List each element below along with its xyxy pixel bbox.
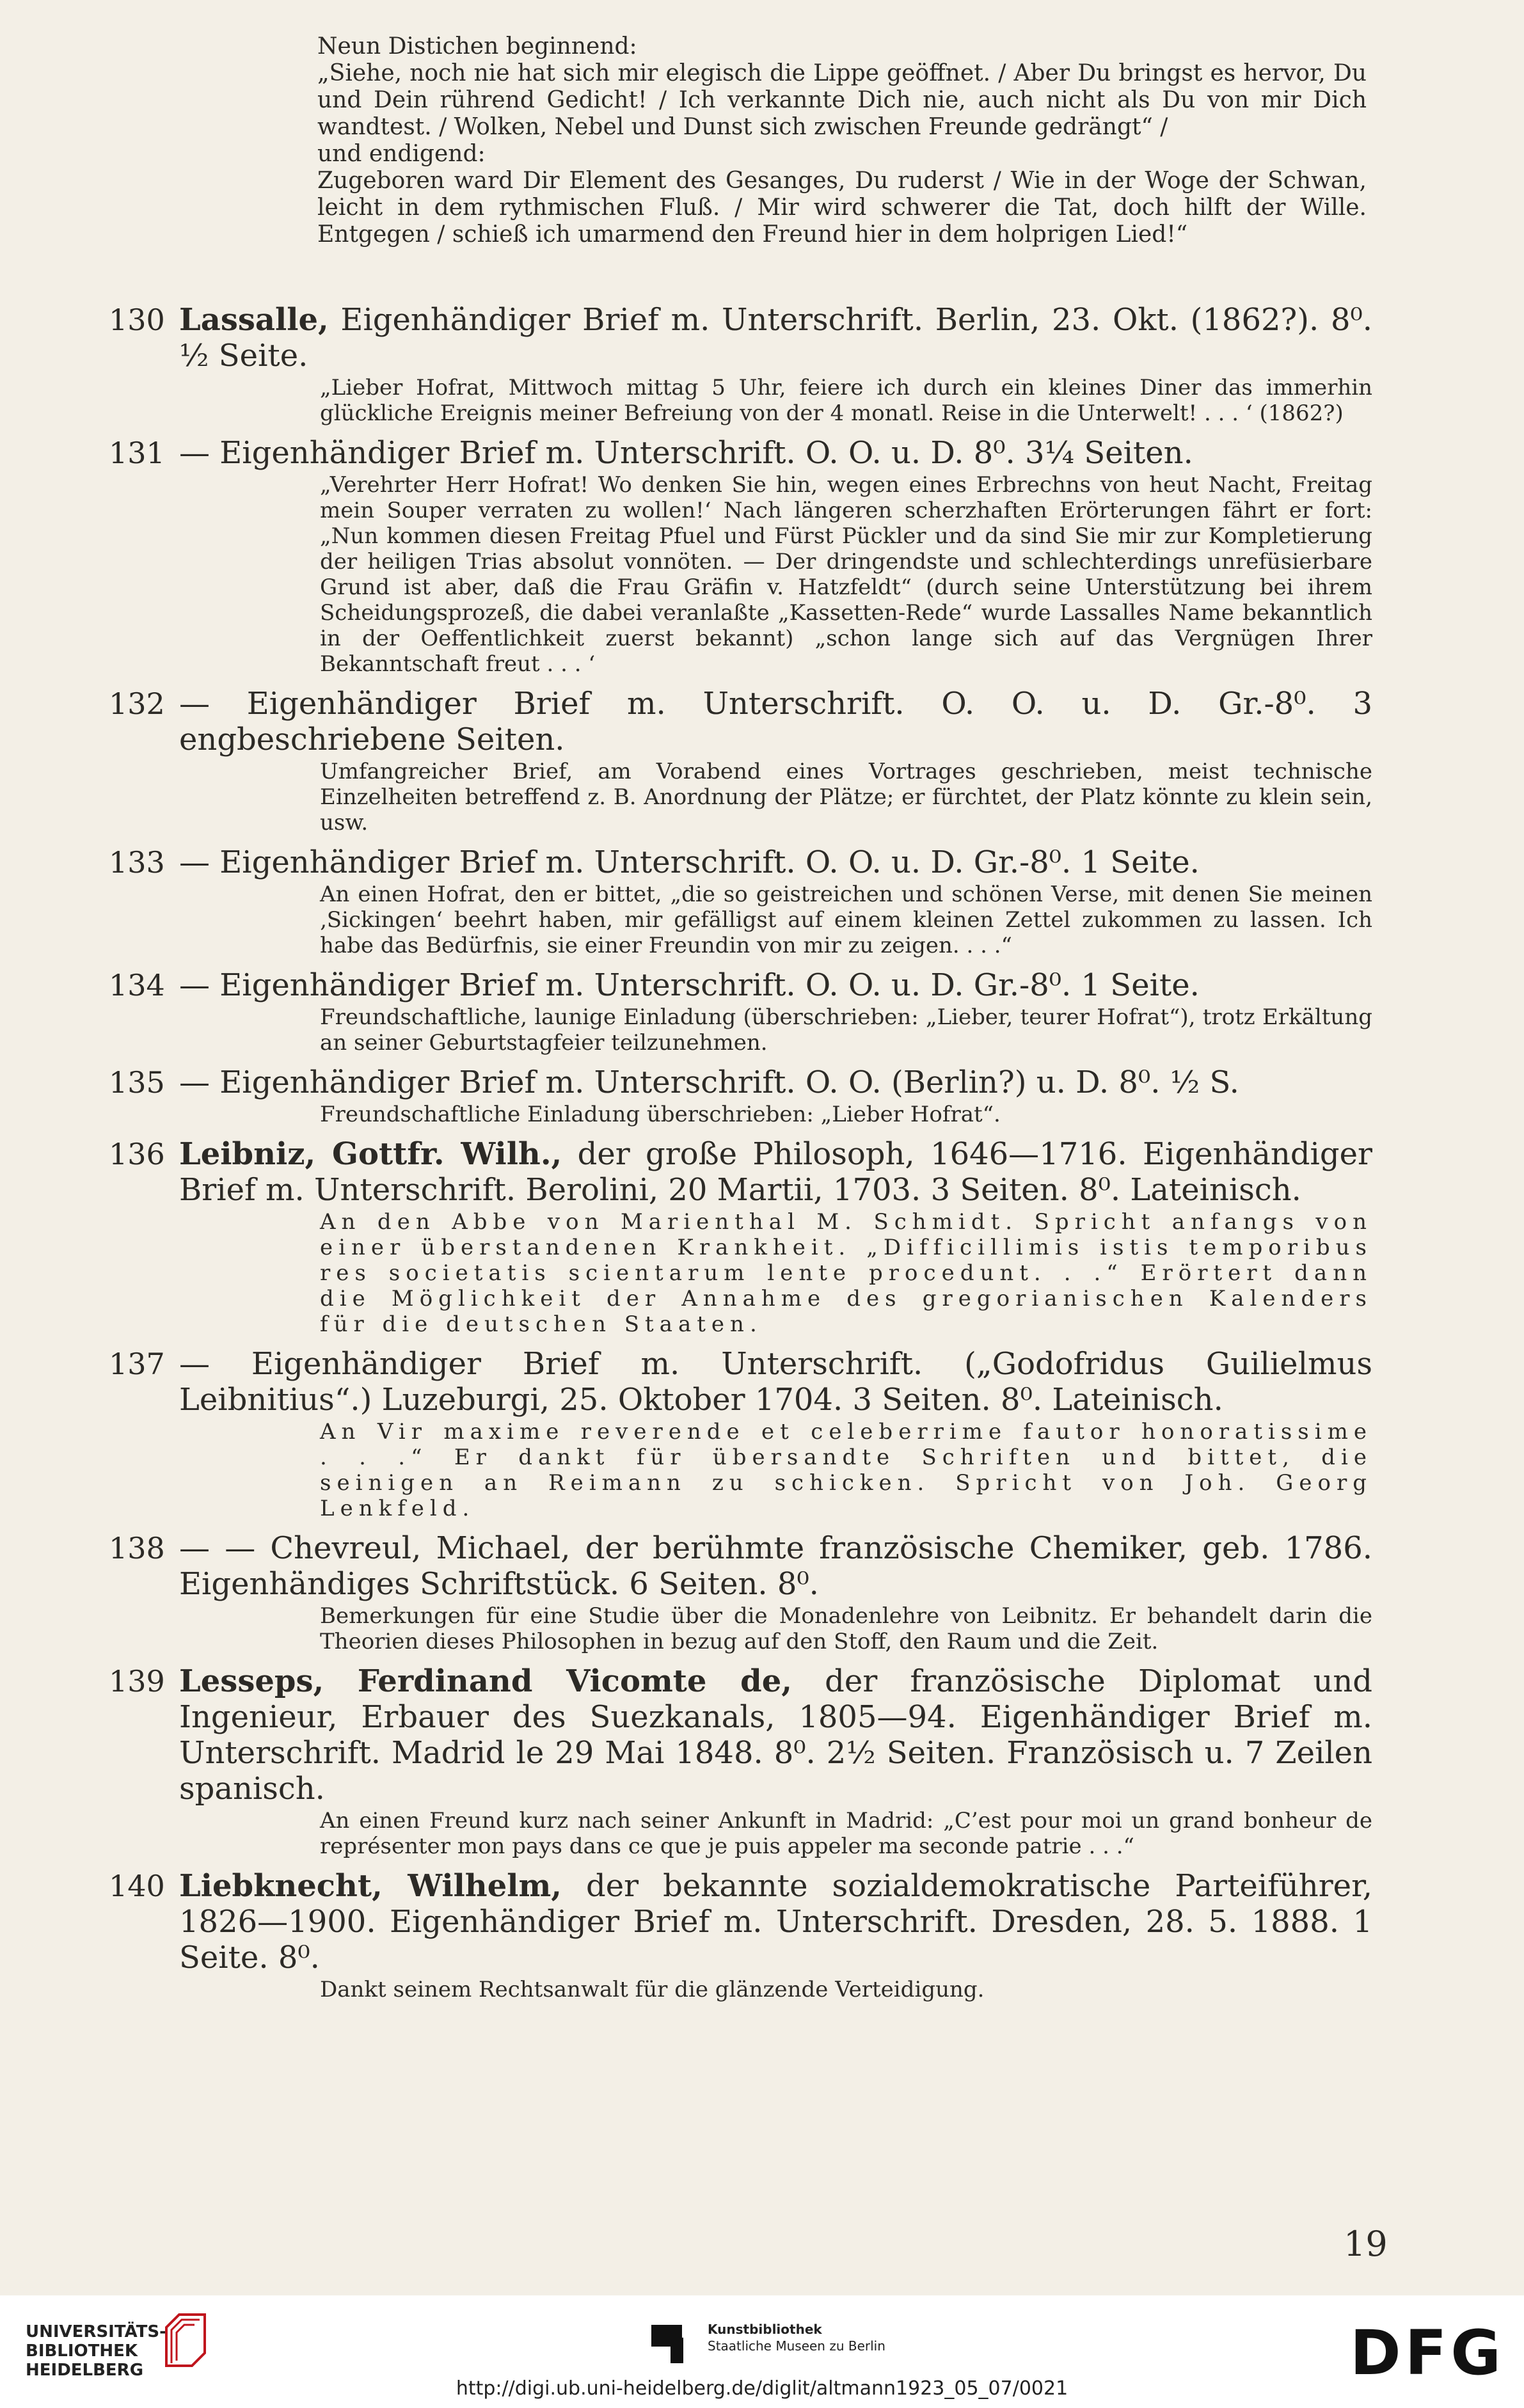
entry-title: — Eigenhändiger Brief m. Unterschrift. O. O. (Berlin?) u. D. 8⁰. ½ S. [179, 1065, 1239, 1100]
entry-title: — Eigenhändiger Brief m. Unterschrift. O. O. u. D. 8⁰. 3¼ Seiten. [179, 435, 1193, 471]
entry-number: 135 [109, 1065, 165, 1100]
entry-description: „Lieber Hofrat, Mittwoch mittag 5 Uhr, feiere ich durch ein kleines Diner das immerhin glückliche Ereignis meiner Befreiung von der 4 monatl. Reise in die Unterwelt! . . . ‘ (1862?) [320, 375, 1372, 426]
university-logo-icon [160, 2308, 211, 2370]
catalogue-entry [109, 686, 1372, 836]
source-url-link[interactable]: http://digi.ub.uni-heidelberg.de/diglit/altmann1923_05_07/0021 [456, 2377, 1068, 2400]
entry-title: — Eigenhändiger Brief m. Unterschrift. O. O. u. D. Gr.-8⁰. 1 Seite. [179, 844, 1200, 880]
university-library-logo[interactable] [26, 2322, 166, 2380]
entry-description: Freundschaftliche, launige Einladung (überschrieben: „Lieber, teurer Hofrat“), trotz Erkältung an seiner Geburtstagfeier teilzunehmen. [320, 1004, 1372, 1056]
entry-number: 132 [109, 686, 165, 721]
entry-number: 140 [109, 1869, 165, 1903]
entry-heading [179, 1868, 1372, 1976]
entry-number: 134 [109, 968, 165, 1002]
catalogue-entry [109, 435, 1372, 677]
kb-title: Kunstbibliothek [708, 2322, 822, 2337]
footer-bar [0, 2295, 1524, 2408]
catalogue-entry [109, 1065, 1372, 1127]
catalogue-entry [109, 1346, 1372, 1521]
entry-number: 138 [109, 1531, 165, 1565]
entry-title: — — Chevreul, Michael, der berühmte französische Chemiker, geb. 1786. Eigenhändiges Schriftstück. 6 Seiten. 8⁰. [179, 1530, 1372, 1602]
catalogue-entry [109, 967, 1372, 1056]
entry-title: der französische Diplomat und Ingenieur, Erbauer des Suezkanals, 1805—94. Eigenhändiger Brief m. Unterschrift. Madrid le 29 Mai 1848. 8⁰. 2½ Seiten. Französisch u. 7 Zeilen spanisch. [179, 1663, 1372, 1807]
entry-title: — Eigenhändiger Brief m. Unterschrift. O. O. u. D. Gr.-8⁰. 1 Seite. [179, 967, 1200, 1003]
entry-heading [179, 1663, 1372, 1807]
intro-line: „Siehe, noch nie hat sich mir elegisch die Lippe geöffnet. / Aber Du bringst es hervor, Du und Dein rührend Gedicht! / Ich verkannte Dich nie, auch nicht als Du von mir Dich wandtest. / Wolken, Nebel und Dunst sich zwischen Freunde gedrängt“ / [317, 60, 1367, 140]
dfg-logo[interactable]: DFG [1350, 2317, 1505, 2389]
entry-number: 136 [109, 1137, 165, 1171]
page-number: 19 [1344, 2224, 1388, 2264]
entry-heading [179, 1136, 1372, 1208]
entry-author: Liebknecht, Wilhelm, [179, 1868, 562, 1904]
entry-heading [179, 435, 1372, 471]
entry-number: 131 [109, 436, 165, 470]
university-line: UNIVERSITÄTS- [26, 2322, 166, 2341]
entry-title: — Eigenhändiger Brief m. Unterschrift. O. O. u. D. Gr.-8⁰. 3 engbeschriebene Seiten. [179, 686, 1372, 757]
entry-description: An einen Hofrat, den er bittet, „die so geistreichen und schönen Verse, mit denen Sie meinen ‚Sickingen‘ beehrt haben, mir gefälligst auf einem kleinen Zettel zukommen zu lassen. Ich habe das Bedürfnis, sie einer Freundin von mir zu zeigen. . . .“ [320, 882, 1372, 958]
entry-author: Lesseps, Ferdinand Vicomte de, [179, 1663, 792, 1699]
entry-heading [179, 1346, 1372, 1418]
entry-heading [179, 844, 1372, 880]
catalogue-entry [109, 1663, 1372, 1859]
intro-line: Zugeboren ward Dir Element des Gesanges, Du ruderst / Wie in der Woge der Schwan, leicht in dem rythmischen Fluß. / Mir wird schwerer die Tat, doch hilft der Wille. Entgegen / schieß ich umarmend den Freund hier in dem holprigen Lied!“ [317, 168, 1367, 248]
catalogue-entry [109, 1868, 1372, 2002]
entry-heading [179, 1065, 1372, 1100]
kunstbibliothek-mark-icon [651, 2325, 697, 2363]
entry-description: An einen Freund kurz nach seiner Ankunft in Madrid: „C’est pour moi un grand bonheur de représenter mon pays dans ce que je puis appeler ma seconde patrie . . .“ [320, 1808, 1372, 1859]
catalogue-entry [109, 844, 1372, 958]
university-line: BIBLIOTHEK [26, 2341, 138, 2361]
kb-subtitle: Staatliche Museen zu Berlin [708, 2338, 885, 2354]
entry-number: 133 [109, 845, 165, 880]
entry-author: Leibniz, Gottfr. Wilh., [179, 1136, 562, 1172]
entry-description: „Verehrter Herr Hofrat! Wo denken Sie hin, wegen eines Erbrechns von heut Nacht, Freitag mein Souper verraten zu wollen!‘ Nach längeren scherzhaften Erörterungen fährt er fort: „Nun kommen diesen Freitag Pfuel und Fürst Pückler und da sind Sie mir zur Kompletierung der heiligen Trias absolut vonnöten. — Der dringendste und schlechterdings unrefüsierbare Grund ist aber, daß die Frau Gräfin v. Hatzfeldt“ (durch seine Unterstützung bei ihrem Scheidungsprozeß, die dabei veranlaßte „Kassetten-Rede“ wurde Lassalles Name bekanntlich in der Oeffentlichkeit zuerst bekannt) „schon lange sich auf das Vergnügen Ihrer Bekanntschaft freut . . . ‘ [320, 472, 1372, 677]
entry-title: der bekannte sozialdemokratische Parteiführer, 1826—1900. Eigenhändiger Brief m. Unterschrift. Dresden, 28. 5. 1888. 1 Seite. 8⁰. [179, 1868, 1373, 1976]
entry-heading [179, 1530, 1372, 1602]
entry-title: der große Philosoph, 1646—1716. Eigenhändiger Brief m. Unterschrift. Berolini, 20 Martii, 1703. 3 Seiten. 8⁰. Lateinisch. [179, 1136, 1372, 1208]
intro-line: Neun Distichen beginnend: [317, 33, 637, 59]
entry-number: 139 [109, 1664, 165, 1699]
entry-description: Umfangreicher Brief, am Vorabend eines Vortrages geschrieben, meist technische Einzelheiten betreffend z. B. Anordnung der Plätze; er fürchtet, der Platz könnte zu klein sein, usw. [320, 759, 1372, 836]
entry-description: Freundschaftliche Einladung überschrieben: „Lieber Hofrat“. [320, 1102, 1001, 1127]
entry-description: Bemerkungen für eine Studie über die Monadenlehre von Leibnitz. Er behandelt darin die Theorien dieses Philosophen in bezug auf den Stoff, den Raum und die Zeit. [320, 1603, 1372, 1654]
entry-heading [179, 967, 1372, 1003]
intro-quote [317, 33, 1367, 248]
entry-title: — Eigenhändiger Brief m. Unterschrift. („Godofridus Guilielmus Leibnitius“.) Luzeburgi, 25. Oktober 1704. 3 Seiten. 8⁰. Lateinisch. [179, 1346, 1372, 1418]
entry-heading [179, 686, 1372, 757]
catalogue-entry [109, 1136, 1372, 1337]
entry-list [109, 302, 1372, 2011]
catalogue-entry [109, 302, 1372, 426]
catalogue-entry [109, 1530, 1372, 1654]
entry-description: An den Abbe von Marienthal M. Schmidt. Spricht anfangs von einer überstandenen Krankheit. „Difficillimis istis temporibus res societatis scientarum lente procedunt. . .“ Erörtert dann die Möglichkeit der Annahme des gregorianischen Kalenders für die deutschen Staaten. [320, 1209, 1372, 1337]
intro-line: und endigend: [317, 141, 486, 167]
entry-author: Lassalle, [179, 302, 329, 338]
entry-title: Eigenhändiger Brief m. Unterschrift. Berlin, 23. Okt. (1862?). 8⁰. ½ Seite. [179, 302, 1372, 374]
entry-heading [179, 302, 1372, 374]
entry-description: Dankt seinem Rechtsanwalt für die glänzende Verteidigung. [320, 1977, 985, 2002]
entry-description: An Vir maxime reverende et celeberrime fautor honoratissime . . .“ Er dankt für übersandte Schriften und bittet, die seinigen an Reimann zu schicken. Spricht von Joh. Georg Lenkfeld. [320, 1419, 1372, 1521]
entry-number: 137 [109, 1347, 165, 1381]
entry-number: 130 [109, 303, 165, 337]
university-line: HEIDELBERG [26, 2361, 144, 2380]
